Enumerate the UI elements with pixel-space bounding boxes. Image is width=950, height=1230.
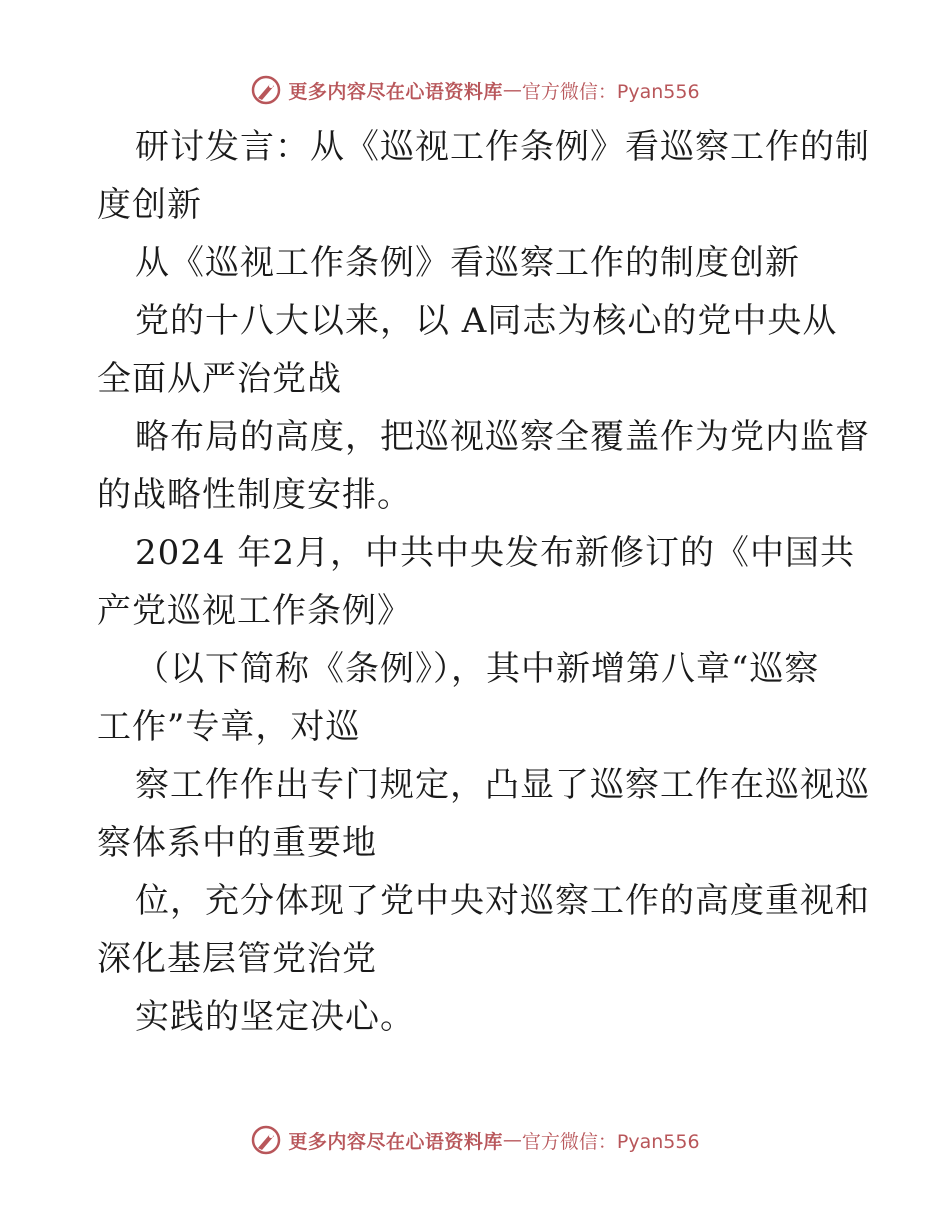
header-watermark-banner bbox=[0, 70, 950, 110]
paragraph-line: 的战略性制度安排。 bbox=[97, 475, 412, 515]
paragraph-line: 工作”专章，对巡 bbox=[97, 707, 361, 747]
banner-separator: — bbox=[502, 79, 522, 101]
paragraph-line: 党的十八大以来，以 A同志为核心的党中央从 bbox=[135, 301, 838, 341]
title-line-1: 研讨发言：从《巡视工作条例》看巡察工作的制 bbox=[135, 127, 870, 167]
banner-brand-text: 更多内容尽在心语资料库 bbox=[288, 80, 503, 103]
paragraph-line: 略布局的高度，把巡视巡察全覆盖作为党内监督 bbox=[135, 417, 870, 457]
document-body bbox=[97, 118, 870, 1046]
paragraph-line: 察工作作出专门规定，凸显了巡察工作在巡视巡 bbox=[135, 765, 870, 805]
footer-watermark-banner bbox=[0, 1120, 950, 1160]
paragraph-line: 全面从严治党战 bbox=[97, 359, 342, 399]
banner-account-text: 官方微信：Pyan556 bbox=[521, 80, 700, 103]
title-line-2: 度创新 bbox=[97, 185, 202, 225]
paragraph-line: 产党巡视工作条例》 bbox=[97, 591, 412, 631]
paragraph-line: 位，充分体现了党中央对巡察工作的高度重视和 bbox=[135, 881, 870, 921]
paragraph-line: 深化基层管党治党 bbox=[97, 939, 377, 979]
paragraph-line: 察体系中的重要地 bbox=[97, 823, 377, 863]
pen-nib-logo-icon bbox=[250, 1124, 282, 1156]
subtitle-line: 从《巡视工作条例》看巡察工作的制度创新 bbox=[135, 243, 800, 283]
banner-separator: — bbox=[502, 1129, 522, 1151]
paragraph-line: （以下简称《条例》），其中新增第八章“巡察 bbox=[135, 649, 820, 689]
banner-account-text: 官方微信：Pyan556 bbox=[521, 1130, 700, 1153]
paragraph-line: 实践的坚定决心。 bbox=[135, 997, 415, 1037]
pen-nib-logo-icon bbox=[250, 74, 282, 106]
paragraph-line: 2024 年2月，中共中央发布新修订的《中国共 bbox=[135, 533, 855, 573]
banner-brand-text: 更多内容尽在心语资料库 bbox=[288, 1130, 503, 1153]
